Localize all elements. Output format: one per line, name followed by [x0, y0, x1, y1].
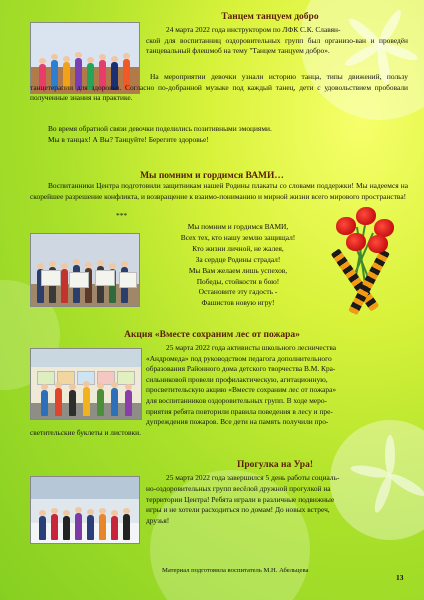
walk-line: друзья! [146, 516, 170, 526]
poem-separator: *** [116, 211, 128, 220]
walk-line: игры и не хотели расходиться по домам! До новых встреч, [146, 505, 330, 515]
forest-line: 25 марта 2022 года активисты школьного лесничества [166, 343, 337, 352]
forest-line: светительские буклеты и листовки. [30, 427, 141, 437]
dance-first-line: 24 марта 2022 года инструктором по ЛФК С.К. Славян- [166, 25, 341, 34]
posters-photo [30, 233, 140, 307]
dance-paragraph-4: Мы в танцах! А Вы? Танцуйте! Берегите здоровье! [48, 135, 209, 144]
walk-line: территории Центра! Ребята играли в различные подвижные [146, 494, 335, 504]
dance-paragraph-3: Во время обратной связи девочки поделились позитивными эмоциями. [48, 124, 272, 133]
section-title-remember: Мы помним и гордимся ВАМИ… [140, 171, 284, 181]
poem-line: Победы, стойкости в бою! [196, 276, 280, 286]
section-title-dance: Танцем танцуем добро [221, 12, 319, 22]
poem-line: Мы помним и гордимся ВАМИ, [187, 222, 289, 231]
poem-line: Остановите эту гадость - [198, 287, 278, 297]
forest-line: для воспитанников оздоровительных групп. В ходе меро- [146, 396, 328, 405]
dance-paragraph-2: На мероприятии девочки узнали историю танца, типы движений, пользу танцетерапии для здоровья. Согласно по-добранной музыке под каждый танец, дети с удовольствием пробовали полученные знания на практике. [30, 72, 408, 103]
remember-paragraph: Воспитанники Центра подготовили защитникам нашей Родины плакаты со словами поддержки! Мы надеемся на скорейшее разрешение конфликта, и возвращение к взаимо-пониманию и мирной жизни всего мирового пространства! [30, 181, 408, 201]
page-number: 13 [396, 573, 404, 582]
forest-line: сильниковой провели профилактическую, агитационную, [146, 374, 328, 384]
section-title-forest: Акция «Вместе сохраним лес от пожара» [124, 330, 300, 340]
poem-line: За сердце Родины страдал! [195, 254, 281, 264]
forest-line: дупреждения пожаров. Все дети на память получили про- [146, 417, 329, 427]
author-credit: Материал подготовила воспитатель М.Н. Абельцева [162, 567, 309, 574]
forest-line: «Андромеда» под руководством педагога дополнительного [146, 353, 332, 363]
poem-line: Мы Вам желаем лишь успехов, [188, 265, 288, 275]
poem-line: Всех тех, кто нашу землю защищал! [180, 232, 296, 242]
dance-paragraph-1: ской для воспитанниц оздоровительных групп был организо-ван и проведён танцевальный флешмоб на тему "Танцем танцуем добро». [146, 35, 408, 56]
section-title-walk: Прогулка на Ура! [236, 460, 314, 470]
forest-line: образования Районного дома детского творчества В.М. Кра- [146, 364, 336, 374]
forest-line: приятия ребята повторили правила поведения в лесу и пре- [146, 406, 333, 416]
carnations-ribbon-illustration [320, 205, 400, 305]
walk-line: 25 марта 2022 года завершился 5 день работы социаль- [166, 473, 340, 482]
poem-line: Кто жизни личной, не жалея, [192, 243, 284, 253]
walk-line: но-оздоровительных групп весёлой дружной прогулкой на [146, 483, 331, 493]
walk-photo [30, 476, 140, 544]
forest-line: просветительскую акцию «Вместе сохраним лес от пожара» [146, 385, 337, 395]
poem [150, 222, 326, 309]
forest-action-photo [30, 348, 142, 420]
poem-line: Фашистов новую игру! [201, 298, 275, 308]
